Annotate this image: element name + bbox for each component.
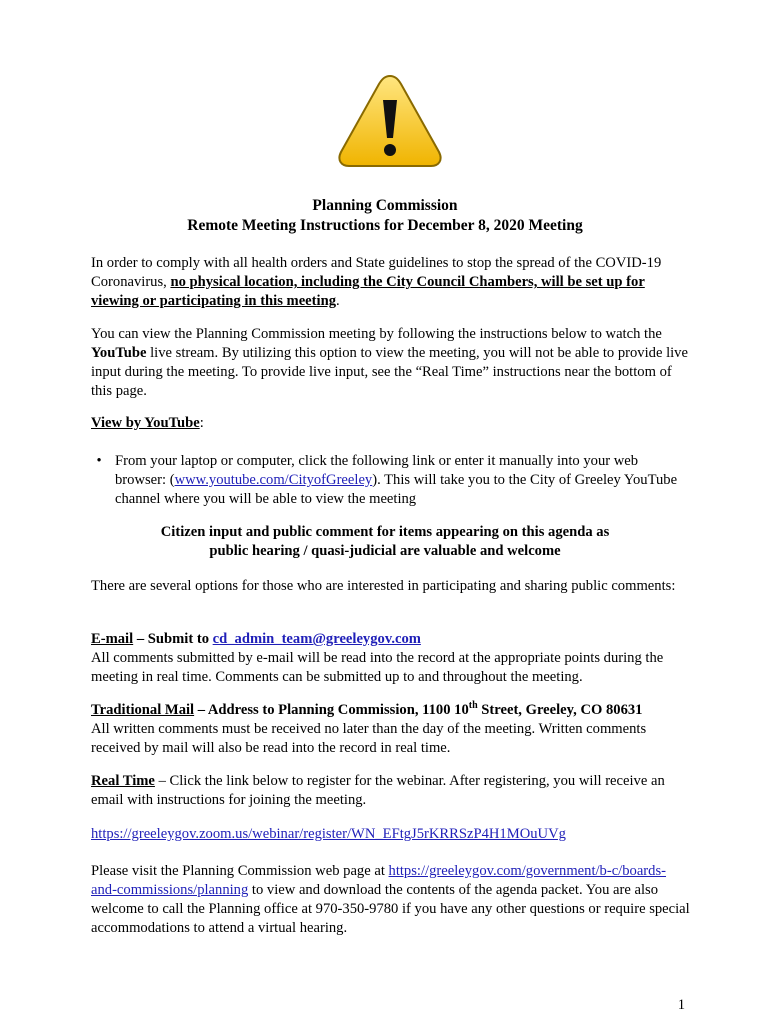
email-section <box>91 630 691 687</box>
realtime-body: – Click the link below to register for the webinar. After registering, you will receive an email with instructions for joining the meeting. <box>91 773 665 808</box>
intro-text: In order to comply with all health orders and State guidelines to stop the spread of the COVID-19 Coronavirus, <box>91 255 662 290</box>
email-dash: – Submit to <box>133 631 213 647</box>
planning-page-link[interactable]: https://greeleygov.com/government/b-c/boards-and-commissions/planning <box>91 863 667 898</box>
intro-emphasis: no physical location, including the City Council Chambers, will be set up for viewing or participating in this meeting <box>91 274 645 309</box>
mail-label: Traditional Mail <box>91 702 195 718</box>
title-line-2: Remote Meeting Instructions for December 8, 2020 Meeting <box>187 217 583 234</box>
mail-section <box>91 701 691 758</box>
page-title <box>91 196 679 236</box>
view-by-youtube-heading <box>91 414 691 433</box>
mail-address-sup: th <box>468 700 478 712</box>
closing-rest: to view and download the contents of the agenda packet. You are also welcome to call the Planning office at 970-350-9780 if you have any other questions or require special accommodations to attend a virtual hearing. <box>91 882 690 936</box>
options-intro-paragraph <box>91 577 691 596</box>
closing-paragraph <box>91 862 691 938</box>
citizen-input-line-2: public hearing / quasi-judicial are valuable and welcome <box>209 543 561 559</box>
email-body: All comments submitted by e-mail will be read into the record at the appropriate points during the meeting in real time. Comments can be submitted up to and throughout the meeting. <box>91 650 664 685</box>
view-heading-label: View by YouTube <box>91 415 200 431</box>
page-number: 1 <box>677 997 685 1013</box>
youtube-info-text: You can view the Planning Commission meeting by following the instructions below to watch the <box>91 326 662 342</box>
mail-address: – Address to Planning Commission, 1100 10 <box>194 702 469 718</box>
warning-triangle-icon <box>335 72 445 170</box>
closing-text: Please visit the Planning Commission web page at <box>91 863 389 879</box>
title-line-1: Planning Commission <box>312 197 458 214</box>
email-address-link[interactable]: cd_admin_team@greeleygov.com <box>212 631 421 647</box>
youtube-bullet-item <box>96 452 691 509</box>
intro-period: . <box>336 293 340 309</box>
intro-paragraph <box>91 254 691 311</box>
youtube-info-rest: live stream. By utilizing this option to view the meeting, you will not be able to provide live input during the meeting. To provide live input, see the “Real Time” instructions near the bottom of this page. <box>91 345 688 399</box>
youtube-info-paragraph <box>91 325 691 401</box>
webinar-link-paragraph <box>91 825 691 844</box>
email-label: E-mail <box>91 631 134 647</box>
view-heading-colon: : <box>199 415 204 431</box>
bullet-text: From your laptop or computer, click the following link or enter it manually into your web browser: ( <box>115 453 639 488</box>
citizen-input-line-1: Citizen input and public comment for items appearing on this agenda as <box>160 524 610 540</box>
mail-body: All written comments must be received no later than the day of the meeting. Written comments received by mail will also be read into the record in real time. <box>91 721 647 756</box>
realtime-label: Real Time <box>91 773 155 789</box>
citizen-input-notice <box>91 523 679 561</box>
webinar-register-link[interactable]: https://greeleygov.zoom.us/webinar/register/WN_EFtgJ5rKRRSzP4H1MOuUVg <box>91 826 566 842</box>
mail-address-rest: Street, Greeley, CO 80631 <box>477 702 643 718</box>
realtime-section <box>91 772 691 810</box>
youtube-bold: YouTube <box>91 345 147 361</box>
bullet-glyph: • <box>96 453 102 469</box>
options-intro-text: There are several options for those who are interested in participating and sharing public comments: <box>91 578 676 594</box>
youtube-link[interactable]: www.youtube.com/CityofGreeley <box>174 472 373 488</box>
bullet-rest: ). This will take you to the City of Greeley YouTube channel where you will be able to view the meeting <box>115 472 678 507</box>
